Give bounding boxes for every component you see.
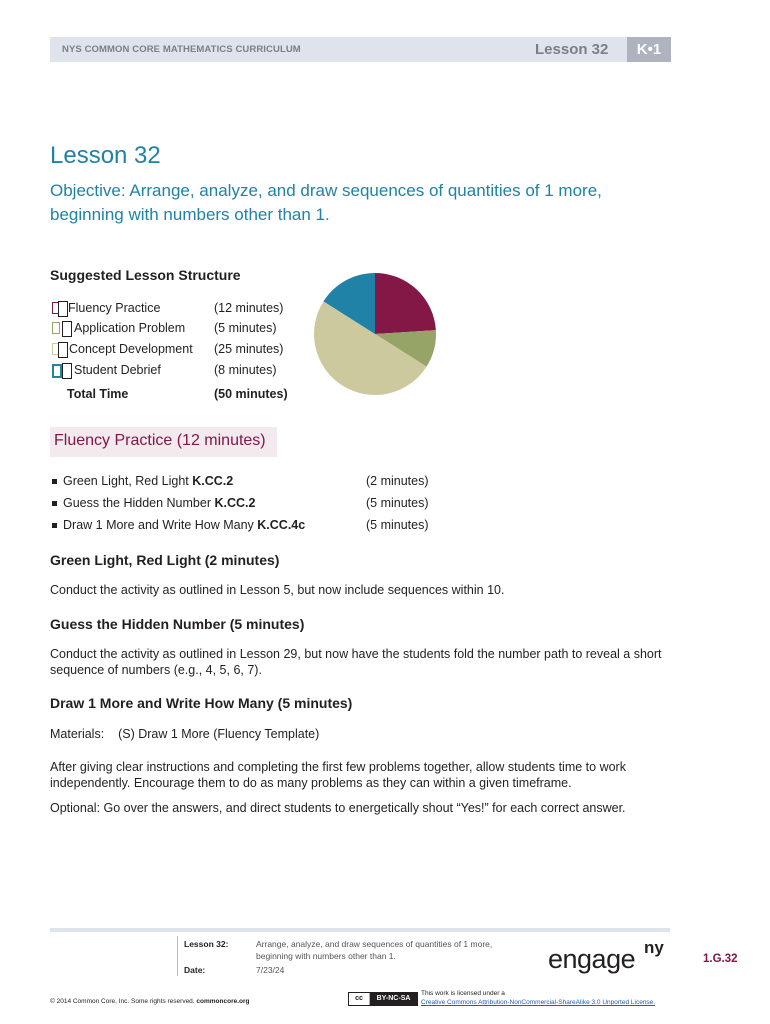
- cc-license-icon: [348, 992, 418, 1006]
- checkbox-icon: [58, 342, 68, 358]
- pie-slice-fluency-practice: [375, 273, 436, 334]
- cc-type-label: BY-NC-SA: [370, 993, 417, 1005]
- structure-label: Student Debrief: [74, 363, 161, 377]
- structure-label: Application Problem: [74, 321, 186, 335]
- fluency-item: [52, 496, 452, 514]
- draw-paragraph-1: After giving clear instructions and completing the first few problems together, allow students time to work independently. Encourage them to do as many problems as they can within a given timeframe.: [50, 760, 626, 790]
- fluency-item-standard: K.CC.2: [192, 474, 234, 488]
- objective-line-1: Objective: Arrange, analyze, and draw sequences of quantities of 1 more,: [50, 181, 602, 200]
- footer-date-value: 7/23/24: [256, 965, 285, 975]
- checkbox-icon: [62, 363, 72, 379]
- module-badge: K•1: [627, 37, 671, 62]
- curriculum-title: NYS COMMON CORE MATHEMATICS CURRICULUM: [62, 44, 301, 55]
- fluency-item: [52, 518, 452, 536]
- checkbox-icon: [58, 301, 68, 317]
- debrief-color-icon: [52, 364, 62, 378]
- fluency-item-standard: K.CC.2: [214, 496, 256, 510]
- lesson-structure-pie-chart: [312, 271, 438, 397]
- header-lesson-label: Lesson 32: [535, 41, 609, 58]
- fluency-item-minutes: (5 minutes): [366, 496, 429, 510]
- total-time-minutes: (50 minutes): [214, 387, 288, 401]
- objective: [50, 179, 690, 227]
- footer-rule: [50, 928, 670, 932]
- guess-text: Conduct the activity as outlined in Lesson 29, but now have the students fold the number path to reveal a short sequence of numbers (e.g., 4, 5, 6, 7).: [50, 647, 662, 677]
- bullet-icon: [52, 523, 57, 528]
- engageny-logo-ny: ny: [644, 938, 664, 957]
- fluency-section-title: Fluency Practice (12 minutes): [54, 432, 266, 449]
- cc-icon-label: cc: [349, 993, 369, 1005]
- page-title: Lesson 32: [50, 142, 161, 169]
- fluency-item-text: Draw 1 More and Write How Many: [63, 518, 258, 532]
- bullet-icon: [52, 479, 57, 484]
- engageny-logo: engage: [548, 944, 636, 974]
- fluency-item-text: Guess the Hidden Number: [63, 496, 215, 510]
- objective-line-2: beginning with numbers other than 1.: [50, 205, 330, 224]
- structure-minutes: (8 minutes): [214, 363, 277, 377]
- draw-heading: Draw 1 More and Write How Many (5 minutes): [50, 695, 353, 711]
- structure-minutes: (25 minutes): [214, 342, 284, 356]
- structure-minutes: (5 minutes): [214, 321, 277, 335]
- fluency-item: [52, 474, 452, 492]
- fluency-item-minutes: (5 minutes): [366, 518, 429, 532]
- copyright: [50, 998, 250, 1005]
- guess-heading: Guess the Hidden Number (5 minutes): [50, 616, 305, 632]
- footer-lesson-label: Lesson 32:: [184, 939, 229, 949]
- copyright-site: commoncore.org: [196, 998, 250, 1005]
- draw-paragraph-2: Optional: Go over the answers, and direct students to energetically shout “Yes!” for each correct answer.: [50, 801, 626, 815]
- green-light-text: Conduct the activity as outlined in Lesson 5, but now include sequences within 10.: [50, 583, 505, 597]
- license-text: This work is licensed under a: [421, 990, 505, 997]
- structure-minutes: (12 minutes): [214, 301, 284, 315]
- green-light-heading: Green Light, Red Light (2 minutes): [50, 552, 280, 568]
- fluency-item-text: Green Light, Red Light: [63, 474, 193, 488]
- total-time-label: Total Time: [67, 387, 129, 401]
- fluency-item-minutes: (2 minutes): [366, 474, 429, 488]
- draw-materials: Materials: (S) Draw 1 More (Fluency Template): [50, 727, 320, 741]
- copyright-text: © 2014 Common Core, Inc. Some rights reserved.: [50, 998, 197, 1005]
- fluency-item-standard: K.CC.4c: [257, 518, 306, 532]
- license-link[interactable]: Creative Commons Attribution-NonCommercial-ShareAlike 3.0 Unported License.: [421, 999, 656, 1006]
- checkbox-icon: [62, 321, 72, 337]
- structure-label: Concept Development: [69, 342, 193, 356]
- footer-lesson-text: Arrange, analyze, and draw sequences of quantities of 1 more, beginning with numbers other than 1.: [256, 939, 493, 961]
- structure-heading: Suggested Lesson Structure: [50, 267, 241, 283]
- application-color-icon: [52, 322, 60, 334]
- page-number: 1.G.32: [703, 953, 738, 965]
- footer-date-label: Date:: [184, 965, 206, 975]
- bullet-icon: [52, 501, 57, 506]
- structure-label: Fluency Practice: [68, 301, 161, 315]
- footer-divider: [177, 936, 178, 976]
